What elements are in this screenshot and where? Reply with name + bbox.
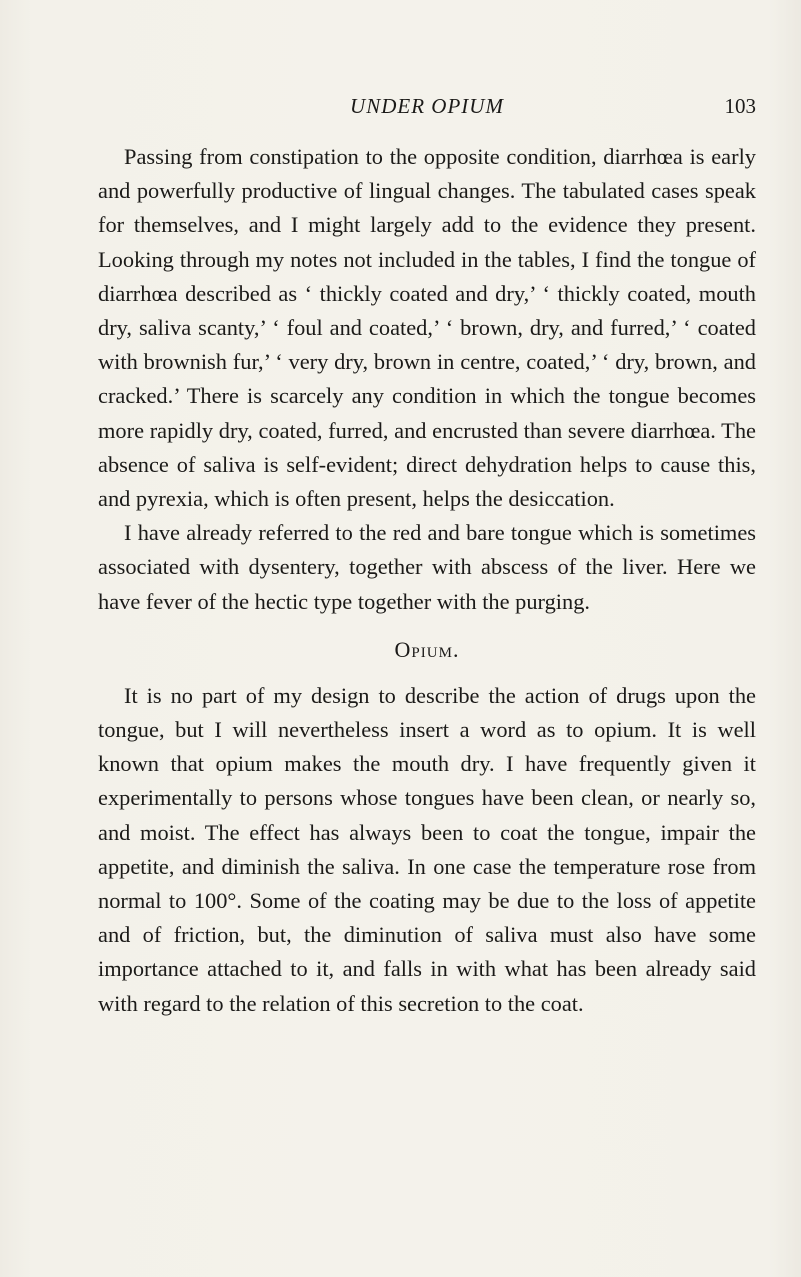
running-title: UNDER OPIUM <box>350 94 504 118</box>
paragraph-dysentery: I have already referred to the red and bare tongue which is sometimes associated with dysentery, together with abscess of the liver. Here we have fever of the hectic type together with the purging. <box>98 520 756 614</box>
page-number: 103 <box>724 94 756 118</box>
page-header <box>98 94 756 124</box>
paragraph-diarrhoea: Passing from constipation to the opposite condition, diarrhœa is early and powerfully productive of lingual changes. The tabulated cases speak for themselves, and I might largely add to the evidence they present. Looking through my notes not included in the tables, I find the tongue of diarrhœa described as ‘ thickly coated and dry,’ ‘ thickly coated, mouth dry, saliva scanty,’ ‘ foul and coated,’ ‘ brown, dry, and furred,’ ‘ coated with brownish fur,’ ‘ very dry, brown in centre, coated,’ ‘ dry, brown, and cracked.’ There is scarcely any condition in which the tongue becomes more rapidly dry, coated, furred, and encrusted than severe diarrhœa. The absence of saliva is self-evident; direct dehydration helps to cause this, and pyrexia, which is often present, helps the desiccation. <box>98 144 756 512</box>
paragraph-opium: It is no part of my design to describe the action of drugs upon the tongue, but I will nevertheless insert a word as to opium. It is well known that opium makes the mouth dry. I have frequently given it experimentally to persons whose tongues have been clean, or nearly so, and moist. The effect has always been to coat the tongue, impair the appetite, and diminish the saliva. In one case the temperature rose from normal to 100°. Some of the coating may be due to the loss of appetite and of friction, but, the diminution of saliva must also have some importance attached to it, and falls in with what has been already said with regard to the relation of this secretion to the coat. <box>98 682 756 1016</box>
body-text <box>98 140 756 1021</box>
section-heading-opium: Opium. <box>394 636 460 662</box>
